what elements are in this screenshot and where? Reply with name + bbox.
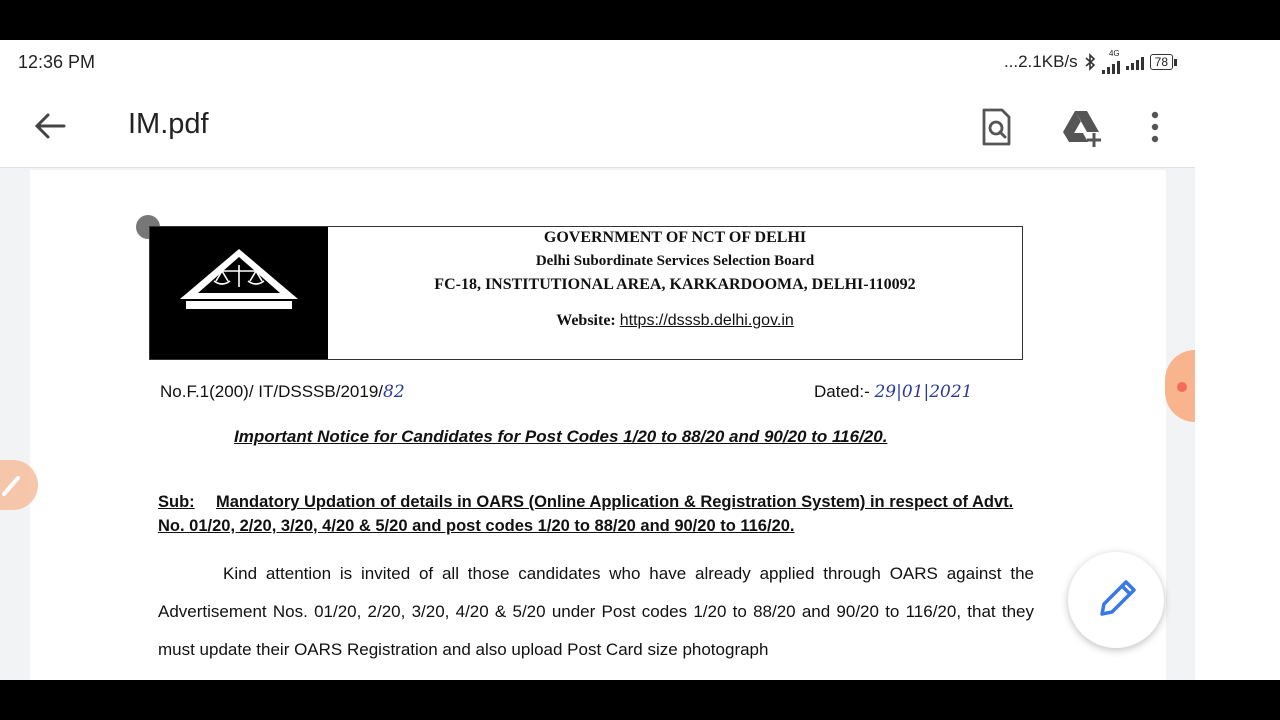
signal-icon-2 [1126, 54, 1144, 70]
top-black-bar [0, 0, 1280, 40]
floating-edit-bubble[interactable] [0, 460, 38, 510]
bottom-black-bar [0, 680, 1280, 720]
more-vert-icon[interactable] [1134, 106, 1176, 148]
body-paragraph-text: Kind attention is invited of all those candidates who have already applied through OARS against the Advertisement Nos. 01/20, 2/20, 3/20, 4/20 & 5/20 under Post codes 1/20 to 88/20 and 90/20 to 116/20, that they must update their OARS Registration and also upload Post Card size photograph [158, 564, 1034, 659]
edit-pencil-icon [1068, 552, 1164, 648]
edit-fab[interactable] [1068, 552, 1164, 648]
network-speed: ...2.1KB/s [1003, 52, 1078, 71]
add-to-drive-icon[interactable] [1060, 106, 1102, 148]
dsssb-logo [150, 227, 328, 359]
document-date [814, 382, 972, 402]
letterhead-line2: Delhi Subordinate Services Selection Board [535, 253, 815, 269]
network-type-label: 4G [1108, 49, 1120, 58]
dated-handwritten: 29|01|2021 [874, 382, 973, 402]
website-link[interactable]: https://dsssb.delhi.gov.in [619, 312, 794, 329]
document-letterhead [149, 226, 1023, 360]
signal-icon [1102, 58, 1120, 74]
battery-level: 78 [1150, 54, 1173, 70]
status-bar [0, 40, 1195, 84]
system-nav-bar [1195, 40, 1280, 680]
reference-number-text: No.F.1(200)/ IT/DSSSB/2019/ [160, 382, 383, 401]
letterhead-line3: FC-18, INSTITUTIONAL AREA, KARKARDOOMA, DELHI-110092 [434, 276, 916, 293]
subject-label: Sub: [158, 493, 195, 511]
letterhead-text [328, 227, 1022, 359]
app-bar [0, 84, 1195, 168]
pdf-viewer-screen [0, 40, 1195, 680]
status-time: 12:36 PM [18, 52, 96, 72]
subject-text: Mandatory Updation of details in OARS (Online Application & Registration System) in respect of Advt. No. 01/20, 2/20, 3/20, 4/20 & 5/20 and post codes 1/20 to 88/20 and 90/20 to 116/20. [158, 493, 1014, 535]
bluetooth-icon [1084, 53, 1096, 71]
pdf-page[interactable] [30, 170, 1166, 680]
reference-number [160, 382, 405, 402]
floating-recorder-bubble[interactable] [1165, 350, 1195, 422]
subject [158, 490, 1034, 538]
reference-number-handwritten: 82 [383, 382, 405, 402]
website-label: Website: [556, 312, 616, 329]
search-document-icon[interactable] [975, 106, 1017, 148]
letterhead-website [328, 312, 1022, 330]
status-icons [1004, 50, 1177, 74]
battery-icon [1150, 54, 1177, 70]
letterhead-line1: GOVERNMENT OF NCT OF DELHI [543, 229, 807, 246]
back-arrow-icon[interactable] [30, 108, 70, 144]
dated-label: Dated:- [814, 382, 870, 401]
notice-title: Important Notice for Candidates for Post Codes 1/20 to 88/20 and 90/20 to 116/20. [234, 427, 888, 446]
body-paragraph [158, 555, 1034, 669]
document-title: IM.pdf [128, 108, 209, 140]
